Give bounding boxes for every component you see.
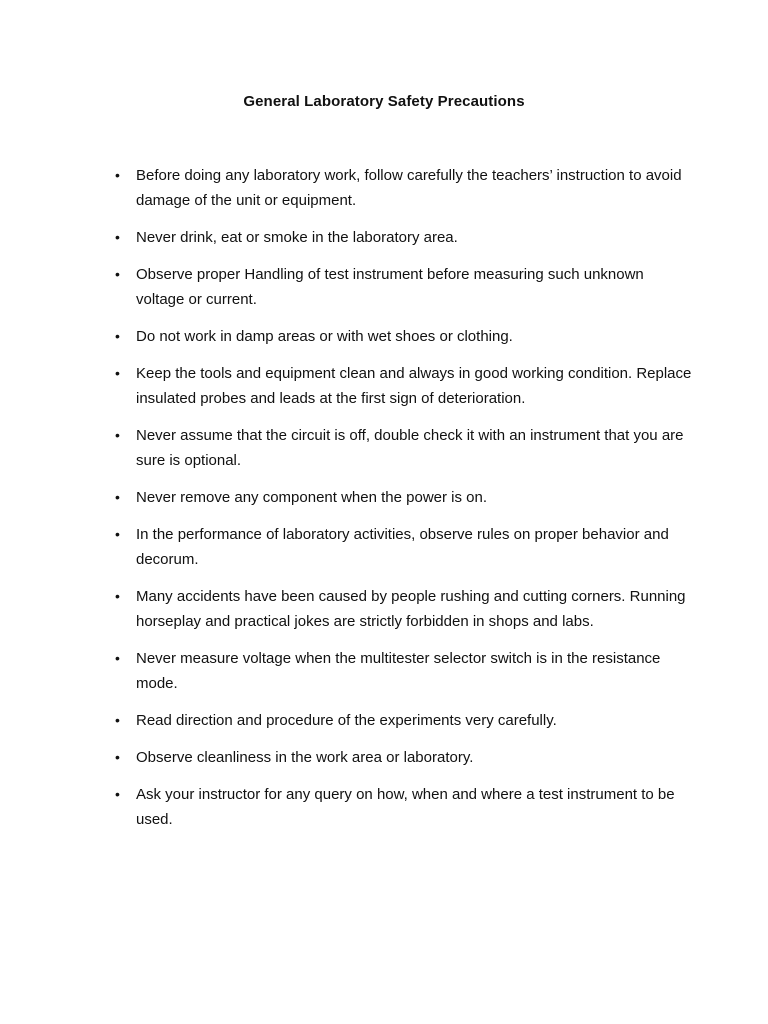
list-item <box>115 225 695 250</box>
bullet-icon: • <box>115 749 120 765</box>
rule-text: Never measure voltage when the multitester selector switch is in the resistance mode. <box>136 650 661 692</box>
rule-text: Do not work in damp areas or with wet shoes or clothing. <box>136 328 513 345</box>
bullet-icon: • <box>115 712 120 728</box>
list-item <box>115 361 695 411</box>
rule-text: Read direction and procedure of the experiments very carefully. <box>136 712 557 729</box>
bullet-icon: • <box>115 526 120 542</box>
list-item <box>115 324 695 349</box>
list-item <box>115 782 695 832</box>
rule-text: Never remove any component when the power is on. <box>136 489 488 506</box>
safety-rule-list <box>115 163 695 844</box>
bullet-icon: • <box>115 328 120 344</box>
rule-text: In the performance of laboratory activities, observe rules on proper behavior and decorum. <box>136 526 669 568</box>
list-item <box>115 584 695 634</box>
document-title: General Laboratory Safety Precautions <box>243 93 525 110</box>
bullet-icon: • <box>115 588 120 604</box>
list-item <box>115 262 695 312</box>
bullet-icon: • <box>115 427 120 443</box>
bullet-icon: • <box>115 167 120 183</box>
list-item <box>115 745 695 770</box>
list-item <box>115 646 695 696</box>
list-item <box>115 485 695 510</box>
rule-text: Observe cleanliness in the work area or laboratory. <box>136 749 474 766</box>
bullet-icon: • <box>115 786 120 802</box>
bullet-icon: • <box>115 266 120 282</box>
rule-text: Many accidents have been caused by people rushing and cutting corners. Running horseplay and practical jokes are strictly forbidden in shops and labs. <box>136 588 686 630</box>
list-item <box>115 423 695 473</box>
rule-text: Observe proper Handling of test instrument before measuring such unknown voltage or current. <box>136 266 644 308</box>
bullet-icon: • <box>115 650 120 666</box>
list-item <box>115 163 695 213</box>
rule-text: Never drink, eat or smoke in the laboratory area. <box>136 229 458 246</box>
rule-text: Before doing any laboratory work, follow carefully the teachers’ instruction to avoid damage of the unit or equipment. <box>136 167 682 209</box>
rule-text: Keep the tools and equipment clean and always in good working condition. Replace insulated probes and leads at the first sign of deterioration. <box>136 365 692 407</box>
bullet-icon: • <box>115 489 120 505</box>
bullet-icon: • <box>115 365 120 381</box>
bullet-icon: • <box>115 229 120 245</box>
rule-text: Ask your instructor for any query on how, when and where a test instrument to be used. <box>136 786 675 828</box>
list-item <box>115 708 695 733</box>
rule-text: Never assume that the circuit is off, double check it with an instrument that you are sure is optional. <box>136 427 684 469</box>
list-item <box>115 522 695 572</box>
